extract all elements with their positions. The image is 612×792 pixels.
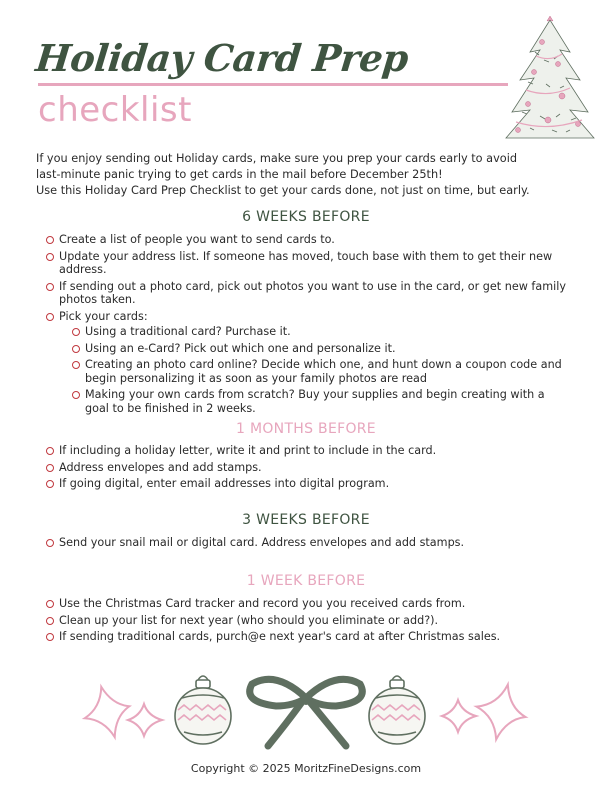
page-title: Holiday Card Prep — [33, 36, 411, 80]
checklist-item-text: Using an e-Card? Pick out which one and personalize it. — [85, 341, 396, 355]
bow-icon — [250, 679, 363, 746]
star-icon — [471, 679, 530, 744]
checklist-6-weeks — [46, 233, 566, 418]
checklist-item[interactable] — [46, 597, 566, 611]
checklist-item[interactable] — [46, 250, 566, 277]
checklist-item[interactable] — [46, 614, 566, 628]
checkbox-circle-icon[interactable] — [46, 633, 54, 641]
checkbox-circle-icon[interactable] — [46, 253, 54, 261]
checklist-item-text: Creating an photo card online? Decide which one, and hunt down a coupon code and begin personalizing it as soon as your family photos are read — [85, 358, 562, 385]
checklist-item-text: Send your snail mail or digital card. Address envelopes and add stamps. — [59, 536, 465, 549]
sub-checklist-item[interactable] — [59, 388, 566, 415]
sub-checklist-item[interactable] — [59, 325, 566, 339]
christmas-tree-icon — [500, 12, 600, 142]
intro-line: last-minute panic trying to get cards in the mail before December 25th! — [36, 168, 443, 181]
checkbox-circle-icon[interactable] — [46, 480, 54, 488]
ornament-icon — [175, 676, 231, 744]
star-icon — [80, 681, 136, 743]
section-heading-6-weeks: 6 WEEKS BEFORE — [242, 209, 370, 225]
checklist-item-text: If sending traditional cards, purch@e next year's card at after Christmas sales. — [59, 630, 501, 643]
sub-checklist-item[interactable] — [59, 342, 566, 356]
checkbox-circle-icon[interactable] — [46, 236, 54, 244]
checklist-item-text: Address envelopes and add stamps. — [59, 460, 262, 474]
title-divider — [38, 83, 508, 86]
sub-checklist-item[interactable] — [59, 358, 566, 385]
checkbox-circle-icon[interactable] — [46, 600, 54, 608]
checklist-item[interactable] — [46, 477, 566, 491]
checklist-item-text: Pick your cards: — [59, 309, 148, 323]
checklist-item-text: Clean up your list for next year (who should you eliminate or add?). — [59, 613, 439, 627]
checkbox-circle-icon[interactable] — [72, 391, 80, 399]
checklist-item-text: Making your own cards from scratch? Buy your supplies and begin creating with a goal to be finished in 2 weeks. — [85, 388, 545, 415]
section-heading-1-week: 1 WEEK BEFORE — [246, 573, 366, 589]
section-heading-3-weeks: 3 WEEKS BEFORE — [242, 512, 370, 528]
checklist-3-weeks — [46, 536, 566, 553]
checklist-item[interactable] — [46, 536, 566, 550]
checklist-item[interactable] — [46, 444, 566, 458]
checklist-item[interactable] — [46, 630, 566, 644]
checklist-item-text: If sending out a photo card, pick out photos you want to use in the card, or get new family photos taken. — [59, 279, 566, 306]
checklist-item-text: Create a list of people you want to send cards to. — [59, 233, 335, 246]
checkbox-circle-icon[interactable] — [46, 313, 54, 321]
star-icon — [442, 700, 476, 732]
checklist-1-month — [46, 444, 566, 494]
checklist-item-text: If going digital, enter email addresses into digital program. — [59, 477, 390, 490]
ornament-icon — [369, 676, 425, 744]
checkbox-circle-icon[interactable] — [46, 464, 54, 472]
checkbox-circle-icon[interactable] — [46, 447, 54, 455]
page-subtitle: checklist — [38, 90, 192, 130]
copyright-text: Copyright © 2025 MoritzFineDesigns.com — [190, 762, 422, 775]
checklist-item-text: If including a holiday letter, write it and print to include in the card. — [59, 444, 437, 457]
star-icon — [128, 704, 162, 736]
checklist-item[interactable] — [46, 233, 566, 247]
checklist-item[interactable] — [46, 280, 566, 307]
checkbox-circle-icon[interactable] — [46, 617, 54, 625]
checkbox-circle-icon[interactable] — [72, 361, 80, 369]
sub-checklist — [59, 325, 566, 415]
intro-line: If you enjoy sending out Holiday cards, make sure you prep your cards early to avoid — [36, 152, 518, 165]
checklist-1-week — [46, 597, 566, 647]
checklist-item-text: Using a traditional card? Purchase it. — [85, 325, 291, 338]
section-heading-1-month: 1 MONTHS BEFORE — [236, 421, 376, 437]
bow-knot — [301, 695, 311, 705]
checklist-item-text: Use the Christmas Card tracker and record you you received cards from. — [59, 597, 466, 610]
checkbox-circle-icon[interactable] — [72, 345, 80, 353]
intro-line: Use this Holiday Card Prep Checklist to get your cards done, not just on time, but early. — [36, 184, 530, 197]
checkbox-circle-icon[interactable] — [46, 283, 54, 291]
checklist-item[interactable] — [46, 310, 566, 416]
intro-text — [36, 151, 576, 199]
checklist-item-text: Update your address list. If someone has moved, touch base with them to get their new address. — [59, 249, 553, 276]
checklist-item[interactable] — [46, 461, 566, 475]
checkbox-circle-icon[interactable] — [72, 328, 80, 336]
checkbox-circle-icon[interactable] — [46, 539, 54, 547]
footer-decoration — [80, 672, 530, 752]
